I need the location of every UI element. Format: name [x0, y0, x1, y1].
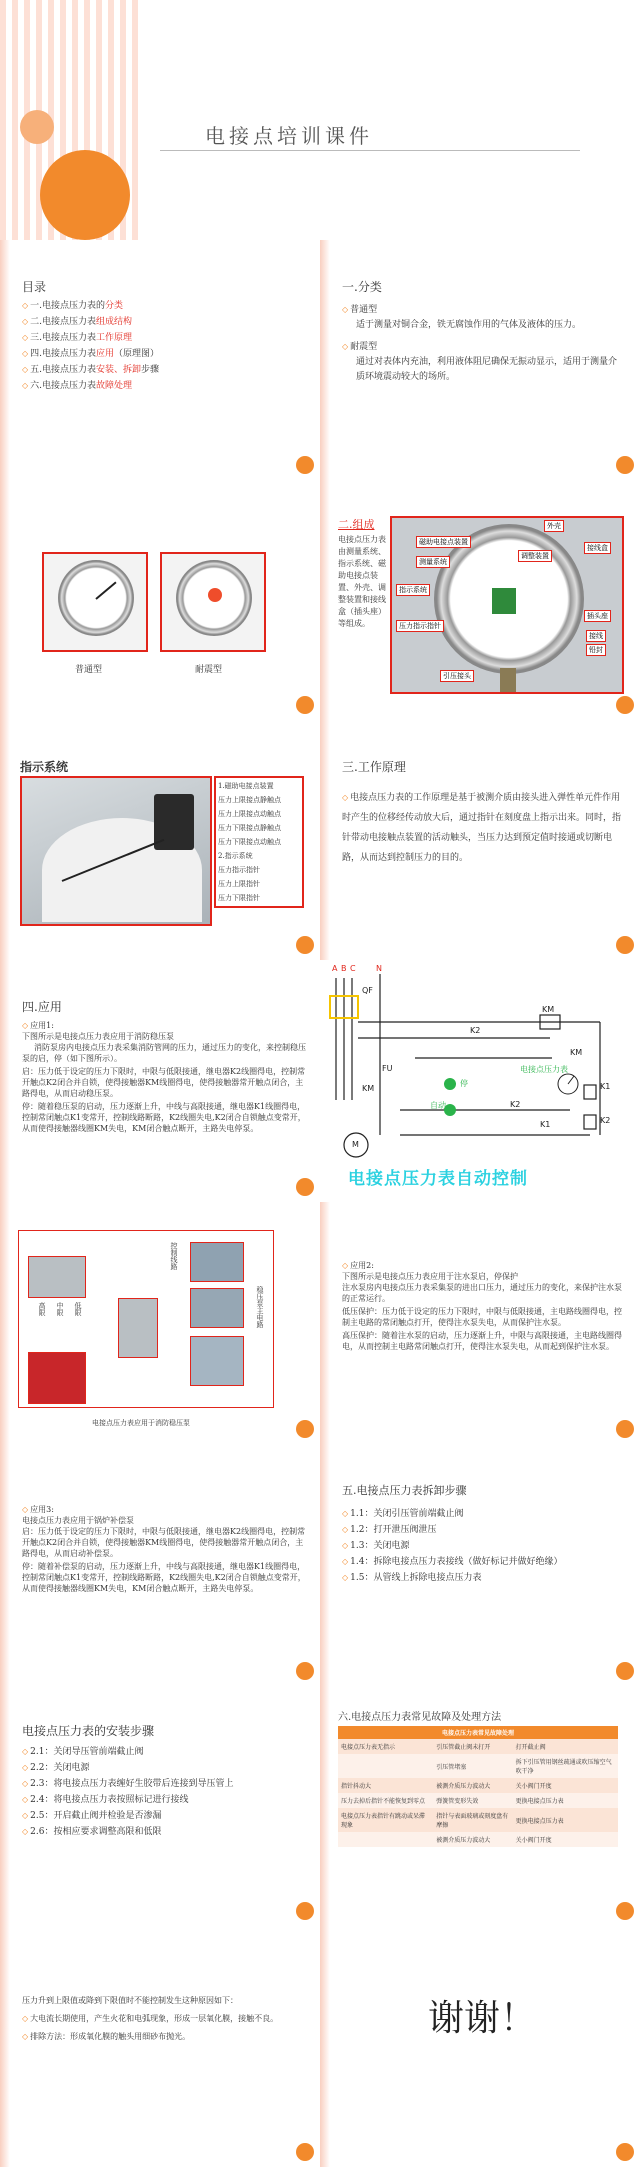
panel-photo-1	[118, 1298, 158, 1358]
indicator-photo	[20, 776, 212, 926]
cover-circle-large	[40, 150, 130, 240]
label-connector: 引压接头	[440, 670, 474, 682]
toc-item[interactable]: ◇ 一.电接点压力表的分类	[22, 298, 302, 314]
indicator-item: 压力下限接点动触点	[218, 838, 281, 846]
app1-p4: 停：随着稳压泵的启动，压力逐渐上升，中线与高限接通，继电器K1线圈得电，控制常闭触点K1变常开，控制线路断路，K2线圈失电,K2闭合自锁触点变常开，从而使得接触器线圈KM失电，KM闭合触点断开，主路失电停泵。	[22, 1102, 306, 1133]
cover-circle-small	[20, 110, 54, 144]
slide-stripe	[320, 480, 330, 720]
remove-step: ◇ 1.2：打开泄压阀泄压	[342, 1522, 626, 1538]
label-k2: K2	[470, 1026, 481, 1035]
app1-body	[22, 1020, 306, 1134]
indicator-item: 1.磁助电接点装置	[218, 782, 274, 790]
gauge-label-normal: 普通型	[75, 665, 103, 675]
label-high: 高限	[38, 1302, 46, 1316]
slide-dot	[296, 456, 314, 474]
slide-stripe	[320, 1686, 330, 1926]
slide-dot	[616, 1902, 634, 1920]
remove-list	[342, 1506, 626, 1586]
slide-dot	[296, 2143, 314, 2161]
gauge-photo-normal	[42, 552, 148, 652]
cover-rule	[160, 150, 580, 151]
pump-photo	[28, 1352, 86, 1404]
principle-slide	[320, 720, 640, 960]
slide-stripe	[0, 960, 10, 1202]
slide-dot	[296, 696, 314, 714]
slide-dot	[616, 696, 634, 714]
cover-slide	[0, 0, 640, 240]
label-auto: 自动	[430, 1101, 446, 1110]
slide-dot	[296, 936, 314, 954]
app2-p3: 低压保护：压力低于设定的压力下限时，中限与低限接通，主电路线圈得电，控制主电路的常闭触点打开，使得注水泵失电，从而保护注水泵。	[342, 1307, 622, 1327]
label-wire: 接线	[586, 630, 606, 642]
gauge-label-shock: 耐震型	[195, 665, 223, 675]
structure-desc: 电接点压力表由测量系统、指示系统、磁助电接点装置、外壳、调整装置和接线盒（插头座）等组成。	[338, 535, 386, 628]
indicator-item: 压力指示指针	[218, 866, 260, 874]
slide-stripe	[0, 240, 10, 480]
classify-h1: ◇ 普通型	[342, 302, 622, 318]
faults-table	[338, 1726, 618, 1847]
label-km2: KM	[362, 1084, 375, 1093]
app1-photo-slide	[0, 1202, 320, 1444]
label-stop: 停	[460, 1079, 468, 1088]
structure-labels	[390, 516, 624, 694]
cover-title: 电接点培训课件	[205, 124, 373, 148]
slide-dot	[296, 1902, 314, 1920]
structure-slide	[320, 480, 640, 720]
panel-photo-3	[190, 1288, 244, 1328]
slide-stripe	[320, 1444, 330, 1686]
toc-list	[22, 298, 302, 394]
table-row: 压力去掉后指针不能恢复到零点 弹簧管变形失效 更换电接点压力表	[338, 1793, 618, 1808]
slide-stripe	[320, 720, 330, 960]
classify-p2: 通过对表体内充油，利用液体阻尼确保无振动显示，适用于测量介质环境震动较大的场所。	[356, 357, 618, 382]
toc-item[interactable]: ◇ 六.电接点压力表故障处理	[22, 378, 302, 394]
label-junction: 接线盒	[584, 542, 611, 554]
panel-photo-4	[190, 1336, 244, 1386]
install-step: ◇ 2.1：关闭导压管前端截止阀	[22, 1744, 306, 1760]
classify-slide	[320, 240, 640, 480]
label-a: A	[332, 964, 338, 973]
app2-p2: 注水泵房内电接点压力表采集泵的进出口压力，通过压力的变化，来保护注水泵的正常运行。	[342, 1283, 622, 1303]
indicator-item: 压力上限接点动触点	[218, 810, 281, 818]
label-shell: 外壳	[544, 520, 564, 532]
indicator-item: 压力上限接点静触点	[218, 796, 281, 804]
contact-p3: ◇ 排除方法：形成氧化膜的触头用细砂布抛光。	[22, 2028, 306, 2046]
slide-dot	[616, 456, 634, 474]
gauge-photo	[28, 1256, 86, 1298]
slide-dot	[616, 936, 634, 954]
label-control: 控制线路	[170, 1242, 178, 1270]
circuit-caption: 电接点压力表自动控制	[348, 1169, 528, 1189]
install-step: ◇ 2.3：将电接点压力表缠好生胶带后连接到导压管上	[22, 1776, 306, 1792]
app1-photo-caption: 电接点压力表应用于消防稳压泵	[92, 1419, 190, 1427]
install-step: ◇ 2.5：开启截止阀并检验是否渗漏	[22, 1808, 306, 1824]
slide-dot	[296, 1662, 314, 1680]
app3-body	[22, 1504, 306, 1594]
principle-title: 三.工作原理	[342, 760, 406, 774]
slide-dot	[616, 2143, 634, 2161]
toc-item[interactable]: ◇ 四.电接点压力表应用（原理图）	[22, 346, 302, 362]
app2-slide	[320, 1202, 640, 1444]
label-pointer: 压力指示指针	[396, 620, 444, 632]
toc-slide	[0, 240, 320, 480]
slide-stripe	[320, 1202, 330, 1444]
label-fu: FU	[382, 1064, 393, 1073]
remove-title: 五.电接点压力表拆卸步骤	[342, 1484, 467, 1497]
label-contact: 磁助电接点装置	[416, 536, 471, 548]
indicator-item: 压力下限指针	[218, 894, 260, 902]
app1-title: 四.应用	[22, 1000, 62, 1014]
principle-text: ◇ 电接点压力表的工作原理是基于被测介质由接头进入弹性单元件作用时产生的位移经传动放大后，通过指针在刻度盘上指示出来。同时，指针带动电接触点装置的活动触头，当压力达到预定值时接通或切断电路，从而达到控制压力的目的。	[342, 788, 622, 868]
contact-p2: ◇ 大电流长期使用，产生火花和电弧现象，形成一层氧化膜，接触不良。	[22, 2010, 306, 2028]
slide-dot	[296, 1420, 314, 1438]
table-row: 被测介质压力波动大 关小阀门开度	[338, 1832, 618, 1847]
faults-table-title: 电接点压力表常见故障处理	[338, 1726, 618, 1739]
classify-title: 一.分类	[342, 280, 382, 294]
label-k1: K1	[600, 1082, 611, 1091]
thanks-text: 谢谢！	[428, 1998, 537, 2039]
label-qf: QF	[362, 986, 373, 995]
toc-item[interactable]: ◇ 二.电接点压力表组成结构	[22, 314, 302, 330]
label-k1b: K1	[540, 1120, 551, 1129]
classify-h2: ◇ 耐震型	[342, 339, 622, 355]
circuit-slide	[320, 960, 640, 1202]
classify-body	[342, 302, 622, 385]
label-seal: 铅封	[586, 644, 606, 656]
structure-title: 二.组成	[338, 518, 375, 531]
app1-sub: ◇ 应用1:	[22, 1020, 306, 1031]
gauges-slide	[0, 480, 320, 720]
slide-stripe	[0, 1202, 10, 1444]
app3-p1: 电接点压力表应用于锅炉补偿泵	[22, 1516, 134, 1525]
label-k2b: K2	[600, 1116, 611, 1125]
label-adjust: 调整装置	[518, 550, 552, 562]
classify-p1: 适于测量对铜合金，铁无腐蚀作用的气体及液体的压力。	[356, 320, 582, 330]
slide-stripe	[0, 1686, 10, 1926]
remove-step: ◇ 1.1：关闭引压管前端截止阀	[342, 1506, 626, 1522]
indicator-item: 2.指示系统	[218, 852, 253, 860]
label-k2c: K2	[510, 1100, 521, 1109]
table-row: 电接点压力表指针有跳动或呆滞现象 指针与表面玻璃或刻度盘有摩擦 更换电接点压力表	[338, 1808, 618, 1832]
label-measure: 测量系统	[416, 556, 450, 568]
label-gauge: 电接点压力表	[520, 1065, 568, 1074]
install-step: ◇ 2.4：将电接点压力表按照标记进行接线	[22, 1792, 306, 1808]
app2-sub: ◇ 应用2:	[342, 1260, 626, 1271]
app1-p3: 启：压力低于设定的压力下限时，中限与低限接通，继电器K2线圈得电，控制常开触点K2闭合并自锁，使得接触器KM线圈得电，使得接触器常开触点闭合，主路得电，从而启动稳压泵。	[22, 1067, 306, 1098]
app3-p2: 启：压力低于设定的压力下限时，中限与低限接通，继电器K2线圈得电，控制常开触点K2闭合并自锁，使得接触器KM线圈得电，使得接触器常开触点闭合，主路得电，从而启动补偿泵。	[22, 1527, 306, 1558]
slide-stripe	[320, 1926, 330, 2167]
label-low: 低限	[74, 1302, 82, 1316]
app1-slide	[0, 960, 320, 1202]
thanks-slide	[320, 1926, 640, 2167]
indicator-title: 指示系统	[20, 760, 69, 774]
slide-dot	[616, 1420, 634, 1438]
indicator-item: 压力下限接点静触点	[218, 824, 281, 832]
slide-stripe	[0, 480, 10, 720]
gauge-photo-shock	[160, 552, 266, 652]
slide-stripe	[0, 720, 10, 960]
table-row: 引压管堵塞 拆下引压管用钢丝疏通或吹压缩空气吹干净	[338, 1754, 618, 1778]
indicator-slide	[0, 720, 320, 960]
label-indicate: 指示系统	[396, 584, 430, 596]
remove-step: ◇ 1.5：从管线上拆除电接点压力表	[342, 1570, 626, 1586]
label-c: C	[350, 964, 356, 973]
install-step: ◇ 2.2：关闭电源	[22, 1760, 306, 1776]
slide-dot	[616, 1662, 634, 1680]
app2-p4: 高压保护：随着注水泵的启动，压力逐渐上升，中限与高限接通，主电路线圈得电，从而控制主电路常闭触点打开，使得注水泵失电，从而起到保护注水泵。	[342, 1331, 622, 1351]
faults-slide	[320, 1686, 640, 1926]
indicator-list	[214, 776, 304, 908]
remove-step: ◇ 1.3：关闭电源	[342, 1538, 626, 1554]
toc-title: 目录	[22, 280, 47, 294]
table-row: 电接点压力表无指示 引压管截止阀未打开 打开截止阀	[338, 1739, 618, 1754]
label-km3: KM	[570, 1048, 583, 1057]
install-title: 电接点压力表的安装步骤	[22, 1724, 155, 1738]
install-slide	[0, 1686, 320, 1926]
app3-p3: 停：随着补偿泵的启动，压力逐渐上升，中线与高限接通，继电器K1线圈得电，控制常闭触点K1变常开，控制线路断路，K2线圈失电,K2闭合自锁触点变常开，从而使得接触器线圈KM失电，KM闭合触点断开，主路失电停泵。	[22, 1562, 306, 1593]
app2-body	[342, 1260, 626, 1352]
label-mid: 中限	[56, 1302, 64, 1316]
slide-stripe	[0, 1444, 10, 1686]
toc-item[interactable]: ◇ 三.电接点压力表工作原理	[22, 330, 302, 346]
remove-slide	[320, 1444, 640, 1686]
label-plug: 插头座	[584, 610, 611, 622]
indicator-item: 压力上限指针	[218, 880, 260, 888]
label-b: B	[341, 964, 347, 973]
install-list	[22, 1744, 306, 1840]
install-step: ◇ 2.6：按相应要求调整高限和低限	[22, 1824, 306, 1840]
app2-p1: 下图所示是电接点压力表应用于注水泵启，停保护	[342, 1272, 518, 1281]
app1-p2: 消防泵房内电接点压力表采集消防管网的压力，通过压力的变化，来控制稳压泵的启，停（如下图所示）。	[22, 1043, 306, 1063]
table-row: 指针抖动大 被测介质压力波动大 关小阀门开度	[338, 1778, 618, 1793]
gauge-knob	[208, 588, 222, 602]
app3-slide	[0, 1444, 320, 1686]
panel-photo-2	[190, 1242, 244, 1282]
label-n: N	[376, 964, 382, 973]
label-motor: M	[352, 1140, 359, 1149]
toc-item[interactable]: ◇ 五.电接点压力表安装、拆卸步骤	[22, 362, 302, 378]
contact-p1: 压力升到上限值或降到下限值时不能控制发生这种原因如下：	[22, 1996, 238, 2005]
contact-body	[22, 1992, 306, 2046]
contact-slide	[0, 1926, 320, 2167]
app3-sub: ◇ 应用3:	[22, 1504, 306, 1515]
app1-p1: 下图所示是电接点压力表应用于消防稳压泵	[22, 1032, 174, 1041]
slide-dot	[296, 1178, 314, 1196]
slide-stripe	[320, 240, 330, 480]
label-km: KM	[542, 1005, 555, 1014]
label-main: 稳压泵主电路	[256, 1286, 264, 1328]
slide-stripe	[0, 1926, 10, 2167]
faults-title: 六.电接点压力表常见故障及处理方法	[338, 1712, 502, 1723]
remove-step: ◇ 1.4：拆除电接点压力表接线（做好标记并做好绝缘）	[342, 1554, 626, 1570]
